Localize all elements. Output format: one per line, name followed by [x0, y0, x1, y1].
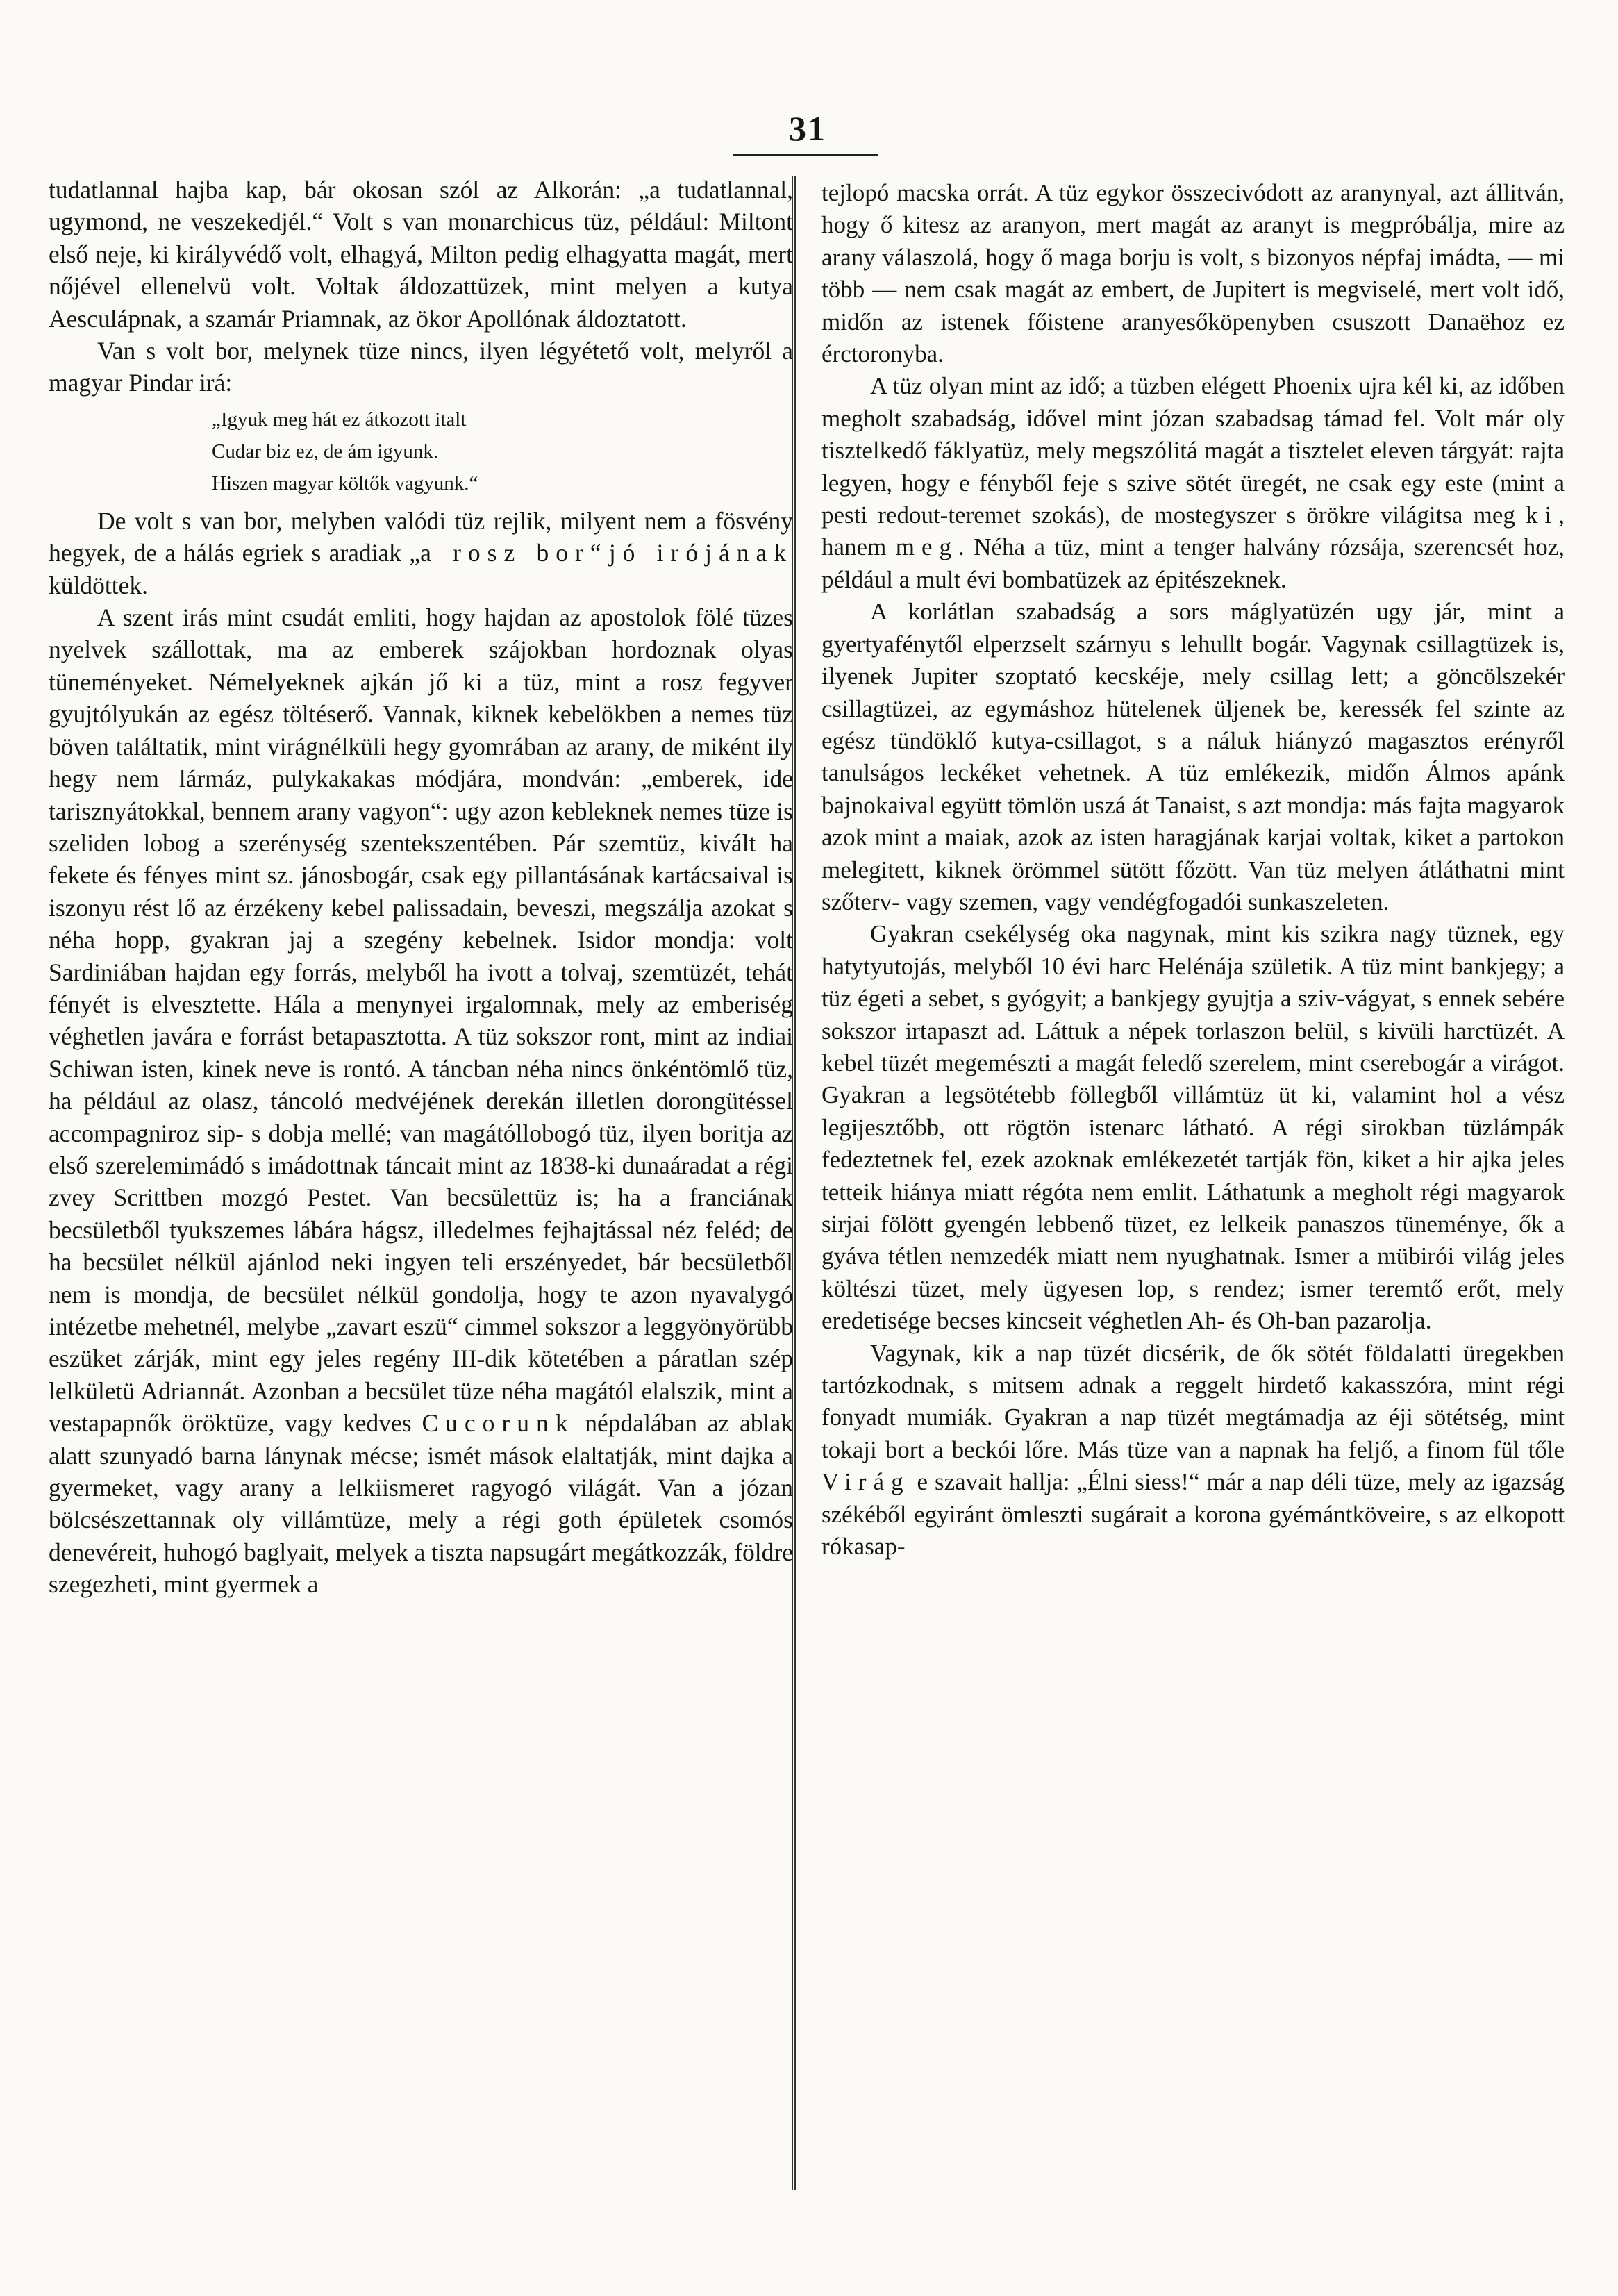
spaced-emphasis: jó irójának: [608, 539, 793, 567]
poem-line: „Igyuk meg hát ez átkozott italt: [212, 408, 467, 431]
spaced-emphasis: ki: [1526, 501, 1559, 529]
text-run: . Néha a tüz, mint a tenger halvány rózsája, szerencsét hoz, például a mult évi bombatüzek az épitészeknek.: [821, 533, 1565, 593]
left-column: [49, 174, 793, 1601]
poem-line: Hiszen magyar költők vagyunk.“: [212, 472, 478, 494]
text-run: A tüz olyan mint az idő; a tüzben elégett Phoenix ujra kél ki, az időben megholt szabadság, idővel mint józan szabadsag támad fel. Volt már oly tisztelkedő fáklyatüz, mely megszólitá magát a tisztelet eleven tárgyát: rajta legyen, hogy e fényből feje s szive sötét üregét, ne csak egy este (mint a pesti redout-teremet szokás), de mostegyszer s örökre világitsa meg: [821, 372, 1565, 529]
page-number: 31: [789, 109, 826, 148]
poem-line: Cudar biz ez, de ám igyunk.: [212, 440, 439, 463]
column-divider: [792, 176, 796, 2190]
paragraph: Gyakran csekélység oka nagynak, mint kis szikra nagy tüznek, egy hatytyutojás, melyből 10 évi harc Helénája születik. A tüz mint bankjegy; a tüz égeti a sebet, s gyógyit; a bankjegy gyujtja a sziv-vágyat, s ennek sebére sokszor irtapaszt ad. Láttuk a népek torlaszon belül, s kivüli harctüzét. A kebel tüzét megemészti a magát feledő szerelem, mint cserebogár a virágot. Gyakran a legsötétebb föllegből villámtüz üt ki, valamint hol a vész legijesztőbb, ott rögtön istenarc látható. A régi sirokban tüzlámpák fedeztetnek fel, ezek azoknak emlékezetét tartják fön, kiket a hir ajka jeles tetteik hiánya miatt régóta nem emlit. Láthatunk a megholt régi magyarok sirjai fölött gyengén lebbenő tüzet, ez lelkeik panaszos tüneménye, ők a gyáva tétlen nemzedék miatt nem nyughatnak. Ismer a mübirói világ jeles költészi tüzet, mely ügyesen lop, s rendez; ismer teremtő erőt, mely eredetisége becses kincseit véghetlen Ah- és Oh-ban pazarolja.: [821, 920, 1565, 1335]
right-column: [821, 177, 1565, 1563]
spaced-emphasis: a rosz bor: [420, 539, 590, 567]
paragraph: Van s volt bor, melynek tüze nincs, ilyen légyétető volt, melyről a magyar Pindar irá:: [49, 337, 793, 397]
paragraph: [821, 1338, 1565, 1563]
paragraph: [49, 505, 793, 601]
text-run: küldöttek.: [49, 571, 148, 599]
text-run: népdalában az ablak alatt szunyadó barna lánynak mécse; ismét mások elaltatják, mint dajka a gyermeket, vagy arany a lelkiismeret ragyogó világát. Van a józan bölcsészettannak oly villámtüze, mely a régi goth épületek csomós denevéreit, huhogó baglyait, melyek a tiszta napsugárt megátkozzák, földre szegezheti, mint gyermek a: [49, 1409, 794, 1599]
header-rule: [733, 154, 878, 156]
text-run: , hanem: [821, 501, 1565, 561]
text-run: “: [590, 539, 609, 567]
spaced-emphasis: Cucorunk: [422, 1409, 575, 1438]
paragraph: A korlátlan szabadság a sors máglyatüzén ugy jár, mint a gyertyafénytől elperzselt szárnyu s lehullt bogár. Vagynak csillagtüzek is, ilyenek Jupiter szoptató kecskéje, mely csillag lett; a göncölszekér csillagtüzei, az egymáshoz hütelenek üljenek be, keressék fel szinte az egész tündöklő kutya-csillagot, s a náluk hiányzó magasztos erényről tanulságos leckéket vehetnek. A tüz emlékezik, midőn Álmos apánk bajnokaival együtt tömlön uszá át Tanaist, s azt mondja: más fajta magyarok azok mint a maiak, azok az isten haragjának karjai voltak, kiket a partokon melegitett, kiknek örömmel sütött főzött. Van tüz melyen átláthatni mint szőterv- vagy szemen, vagy vendégfogadói sunkaszeleten.: [821, 598, 1565, 915]
paragraph: tejlopó macska orrát. A tüz egykor összecivódott az aranynyal, azt állitván, hogy ő kitesz az aranyon, mert magát az aranyt is megpróbálja, mire az arany válaszolá, hogy ő maga borju is volt, s bizonyos népfaj imádta, — mi több — nem csak magát az embert, de Jupitert is megviselé, mert volt idő, midőn az istenek főistene aranyesőköpenyben csuszott Danaëhoz ez érctoronyba.: [821, 179, 1565, 368]
spaced-emphasis: meg: [895, 533, 959, 561]
spaced-emphasis: Virág: [821, 1468, 910, 1496]
text-run: De volt s van bor, melyben valódi tüz rejlik, milyent nem a fösvény hegyek, de a hálás egriek s aradiak „: [49, 506, 793, 567]
text-run: Vagynak, kik a nap tüzét dicsérik, de ők sötét földalatti üregekben tartózkodnak, s mitsem adnak a reggelt hirdető kakasszóra, mint régi fonyadt mumiák. Gyakran a nap tüzét megtámadja az éji sötétség, mint tokaji bort a beckói lőre. Más tüze van a napnak ha feljő, a finom fül tőle: [821, 1339, 1565, 1463]
paragraph: [821, 370, 1565, 596]
text-run: A szent irás mint csudát emliti, hogy hajdan az apostolok fölé tüzes nyelvek szállottak, ma az emberek szájokban hordoznak olyas tüneményeket. Némelyeknek ajkán jő ki a tüz, mint a rosz fegyver gyujtólyukán az egész töltéserő. Vannak, kiknek kebelökben a nemes tüz böven találtatik, mint virágnélküli hegy gyomrában az arany, de miként ily hegy nem lármáz, pulykakakas módjára, mondván: „emberek, ide tarisznyátokkal, bennem arany vagyon“: ugy azon kebleknek nemes tüze is szeliden lobog a szerénység szentekszentében. Pár szemtüz, kivált ha fekete és fényes mint sz. jánosbogár, csak egy pillantásának kartácsaival is iszonyu rést lő az érzékeny kebel palissadain, beveszi, megszálja azokat s néha hopp, gyakran jaj a szegény kebelnek. Isidor mondja: volt Sardiniában hajdan egy forrás, melyből ha ivott a tolvaj, szemtüzét, tehát fényét is elvesztette. Hála a menynyei irgalomnak, mely az emberiség véghetlen javára e forrást betapasztotta. A tüz sokszor ront, mint az indiai Schiwan isten, kinek neve is rontó. A táncban néha nincs önkéntömlő tüz, ha például az olasz, táncoló medvéjének derekán illetlen dorongütéssel accompagniroz sip- s dobja mellé; van magátóllobogó tüz, ilyen boritja az első szerelemimádó s imádottnak táncait mint az 1838-ki dunaáradat a régi zvey Scrittben mozgó Pestet. Van becsülettüz is; ha a franciának becsületből tyukszemes lábára hágsz, illedelmes fejhajtással néz feléd; de ha becsület nélkül ajánlod neki ingyen teli erszényedet, bár becsületből nem is mondja, de becsület nélkül gondolja, hogy te azon nyavalygó intézetbe mehetnél, melybe „zavart eszü“ cimmel sokszor a leggyönyörübb eszüket zárják, mint egy jeles regény III-dik kötetében a páratlan szép lelkületü Adriannát. Azonban a becsület tüze néha magától elalszik, mint a vestapapnők öröktüze, vagy kedves: [49, 604, 793, 1438]
poem-quote: [49, 404, 793, 499]
paragraph: [49, 601, 793, 1601]
paragraph: tudatlannal hajba kap, bár okosan szól az Alkorán: „a tudatlannal, ugymond, ne veszekedjél.“ Volt s van monarchicus tüz, például: Miltont első neje, ki királyvédő volt, elhagyá, Milton pedig elhagyatta magát, mert nőjével ellenelvü volt. Voltak áldozattüzek, mint melyen a kutya Aesculápnak, a szamár Priamnak, az ökor Apollónak áldoztatott.: [49, 176, 793, 333]
text-run: e szavait hallja: „Élni siess!“ már a nap déli tüze, mely az igazság székéből egyiránt ömleszti sugárait a korona gyémántköveire, s az elkopott rókasap-: [821, 1468, 1565, 1561]
